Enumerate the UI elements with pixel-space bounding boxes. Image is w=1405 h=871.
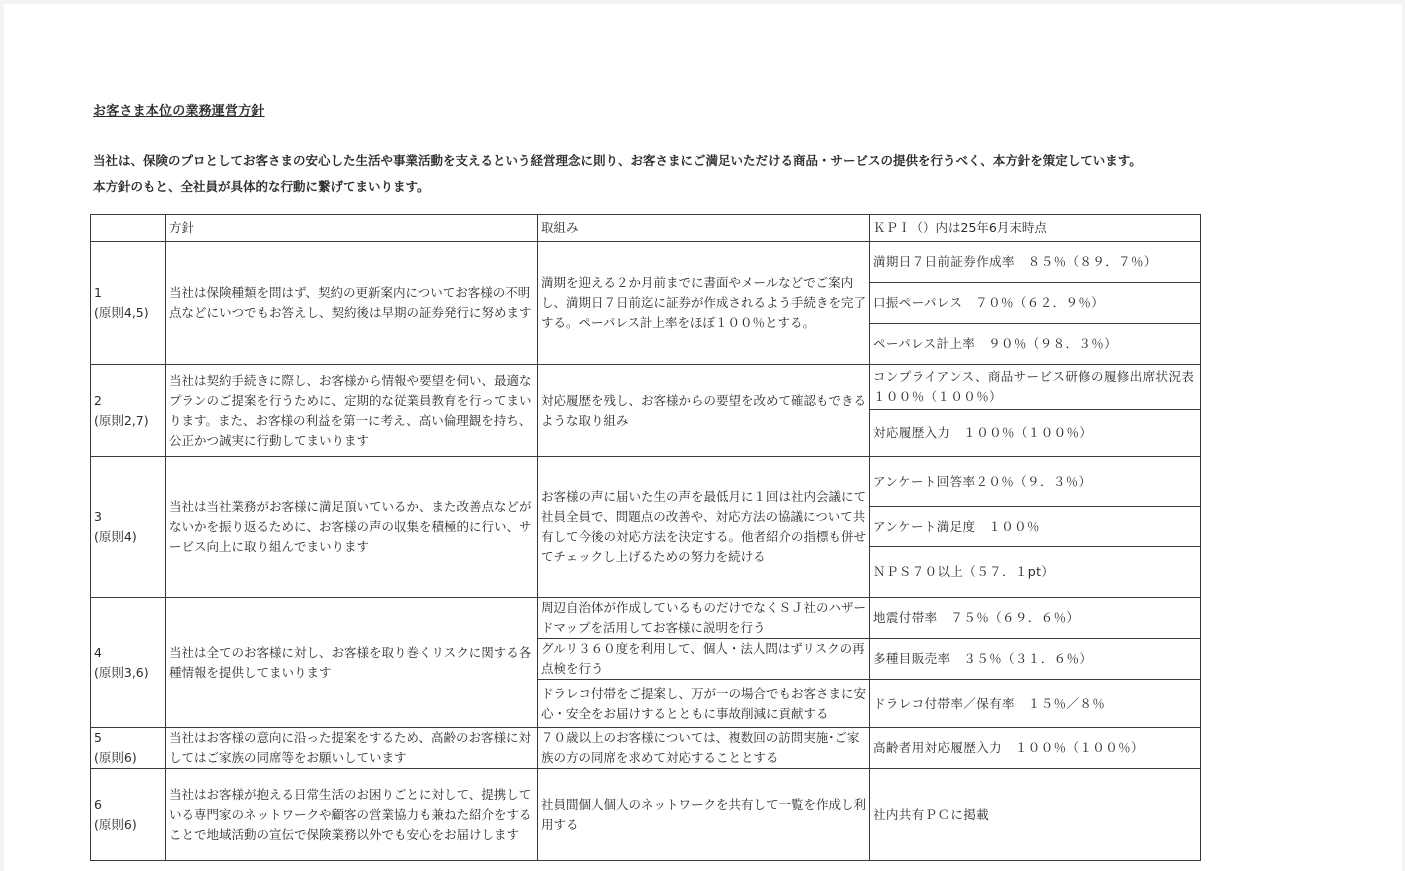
table-row	[91, 728, 1201, 769]
policy-cell: 当社は保険種類を問はず、契約の更新案内についてお客様の不明点などにいつでもお答えし、契約後は早期の証券発行に努めます	[166, 242, 538, 365]
kpi-cell: アンケート回答率２０％（９．３％）	[870, 457, 1201, 507]
kpi-cell: 多種目販売率 ３５％（３１．６％）	[870, 639, 1201, 680]
table-row	[91, 242, 1201, 283]
row-principle: (原則6)	[94, 750, 137, 765]
row-number: 3	[94, 509, 102, 524]
row-number-cell	[91, 242, 166, 365]
kpi-cell: 口振ペーパレス ７０％（６２．９％）	[870, 283, 1201, 324]
policy-table	[90, 214, 1208, 861]
row-number: 4	[94, 644, 102, 660]
policy-cell: 当社はお客様が抱える日常生活のお困りごとに対して、提携している専門家のネットワークや顧客の営業協力も兼ねた紹介をすることで地域活動の宣伝で保険業務以外でも安心をお届けします	[166, 769, 538, 861]
kpi-cell: ＮＰＳ７０以上（５７．１pt）	[870, 547, 1201, 598]
row-principle: (原則4,5)	[94, 305, 149, 320]
table-row	[91, 598, 1201, 639]
header-policy: 方針	[166, 215, 538, 242]
kpi-cell: 満期日７日前証券作成率 ８５％（８９．７％）	[870, 242, 1201, 283]
document-title: お客さま本位の業務運営方針	[93, 104, 265, 119]
action-cell: 対応履歴を残し、お客様からの要望を改めて確認もできるような取り組み	[538, 365, 870, 457]
kpi-cell: 高齢者用対応履歴入力 １００％（１００％）	[870, 728, 1201, 769]
table-header-row	[91, 215, 1201, 242]
row-number-cell	[91, 598, 166, 728]
action-cell: 周辺自治体が作成しているものだけでなくＳＪ社のハザードマップを活用してお客様に説明を行う	[538, 598, 870, 639]
row-number: 1	[94, 285, 102, 300]
row-principle: (原則6)	[94, 816, 137, 832]
intro-line-2: 本方針のもと、全社員が具体的な行動に繋げてまいります。	[93, 179, 430, 194]
intro-text	[93, 148, 1142, 200]
row-number-cell	[91, 365, 166, 457]
kpi-cell: コンプライアンス、商品サービス研修の履修出席状況表 １００％（１００％）	[870, 365, 1201, 410]
policy-cell: 当社はお客様の意向に沿った提案をするため、高齢のお客様に対してはご家族の同席等をお願いしています	[166, 728, 538, 769]
kpi-cell: アンケート満足度 １００％	[870, 507, 1201, 547]
kpi-cell: ドラレコ付帯率／保有率 １５％／８％	[870, 680, 1201, 728]
header-action: 取組み	[538, 215, 870, 242]
kpi-cell: 対応履歴入力 １００％（１００％）	[870, 410, 1201, 457]
row-principle: (原則3,6)	[94, 664, 149, 680]
row-principle: (原則2,7)	[94, 412, 149, 428]
action-cell: お客様の声に届いた生の声を最低月に１回は社内会議にて社員全員で、問題点の改善や、対応方法の協議について共有して今後の対応方法を決定する。他者紹介の指標も併せてチェックし上げるための努力を続ける	[538, 457, 870, 598]
document-page	[4, 4, 1402, 871]
row-principle: (原則4)	[94, 529, 137, 544]
kpi-cell: 社内共有ＰＣに掲載	[870, 769, 1201, 861]
action-cell: ドラレコ付帯をご提案し、万が一の場合でもお客さまに安心・安全をお届けするとともに事故削減に貢献する	[538, 680, 870, 728]
policy-cell: 当社は契約手続きに際し、お客様から情報や要望を伺い、最適なプランのご提案を行うために、定期的な従業員教育を行ってまいります。また、お客様の利益を第一に考え、高い倫理観を持ち、公正かつ誠実に行動してまいります	[166, 365, 538, 457]
row-number-cell	[91, 728, 166, 769]
table-row	[91, 457, 1201, 507]
policy-cell: 当社は全てのお客様に対し、お客様を取り巻くリスクに関する各種情報を提供してまいります	[166, 598, 538, 728]
action-cell: グルリ３６０度を利用して、個人・法人問はずリスクの再点検を行う	[538, 639, 870, 680]
intro-line-1: 当社は、保険のプロとしてお客さまの安心した生活や事業活動を支えるという経営理念に則り、お客さまにご満足いただける商品・サービスの提供を行うべく、本方針を策定しています。	[93, 153, 1142, 168]
header-kpi: ＫＰＩ（）内は25年6月末時点	[870, 215, 1201, 242]
policy-cell: 当社は当社業務がお客様に満足頂いているか、また改善点などがないかを振り返るために、お客様の声の収集を積極的に行い、サービス向上に取り組んでまいります	[166, 457, 538, 598]
row-number-cell	[91, 769, 166, 861]
row-number: 6	[94, 796, 102, 812]
row-number: 2	[94, 392, 102, 408]
header-num	[91, 215, 166, 242]
action-cell: ７０歳以上のお客様については、複数回の訪問実施･ご家族の方の同席を求めて対応することとする	[538, 728, 870, 769]
row-number: 5	[94, 730, 102, 745]
action-cell: 社員間個人個人のネットワークを共有して一覧を作成し利用する	[538, 769, 870, 861]
kpi-cell: 地震付帯率 ７５％（６９．６％）	[870, 598, 1201, 639]
table-row	[91, 365, 1201, 410]
table-row	[91, 769, 1201, 861]
row-number-cell	[91, 457, 166, 598]
action-cell: 満期を迎える２か月前までに書面やメールなどでご案内し、満期日７日前迄に証券が作成されるよう手続きを完了する。ペーパレス計上率をほぼ１００％とする。	[538, 242, 870, 365]
kpi-cell: ペーパレス計上率 ９０％（９８．３％）	[870, 324, 1201, 365]
